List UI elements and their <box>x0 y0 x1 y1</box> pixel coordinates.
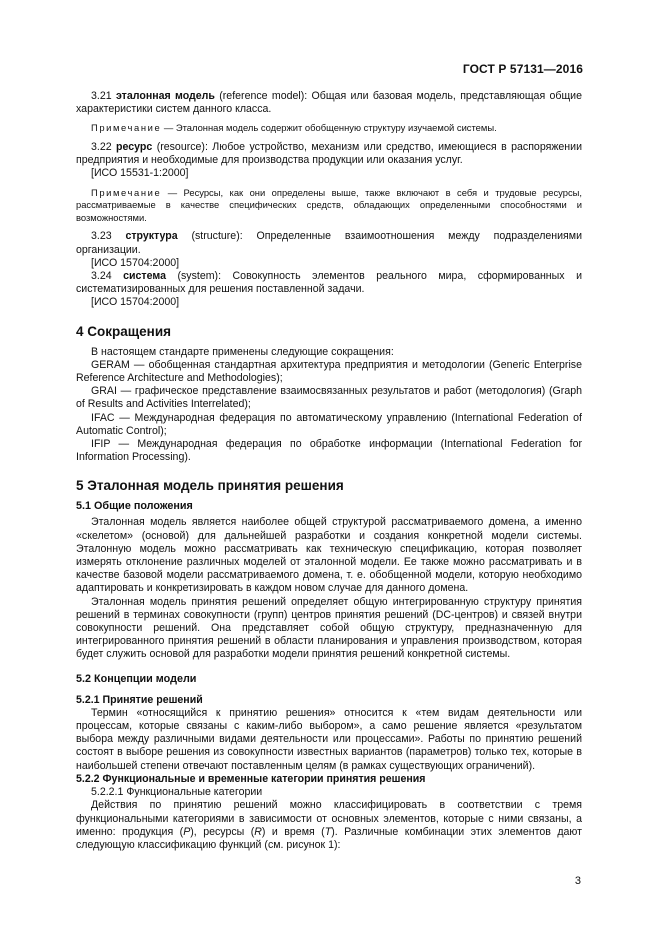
document-body <box>76 90 582 852</box>
term-3-21 <box>76 90 582 116</box>
note-1 <box>76 122 582 135</box>
section-5-2-title: 5.2 Концепции модели <box>76 672 197 685</box>
text-run: ). Различные комбинации этих элементов дают следующую классификацию функций (см. рисунок 1): <box>76 825 582 851</box>
term-definition: (structure): Определенные взаимоотношения между подразделениями организации. <box>76 230 582 256</box>
term-definition: (reference model): Общая или базовая модель, представляющая общие характеристики систем данного класса. <box>76 90 582 116</box>
abbrev-item: GRAI — графическое представление взаимосвязанных результатов и работ (методология) (Graph of Results and Activities Interrelated); <box>76 385 582 411</box>
term-name: ресурс <box>116 141 153 153</box>
note-label: Примечание <box>91 186 162 198</box>
section-5-2-2-title: 5.2.2 Функциональные и временные категории принятия решения <box>76 772 426 785</box>
term-reference: [ИСО 15531-1:2000] <box>91 167 189 180</box>
text-run: ), ресурсы ( <box>190 825 255 838</box>
page-number: 3 <box>574 875 581 887</box>
section-5-2-1-title: 5.2.1 Принятие решений <box>76 693 203 706</box>
note-label: Примечание <box>91 122 162 134</box>
abbrev-item: IFIP — Международная федерация по обработке информации (International Federation for Information Processing). <box>76 438 582 464</box>
paragraph: Термин «относящийся к принятию решения» относится к «тем видам деятельности или процессам, которые связаны с каким-либо выбором», а само решение является «результатом выбора между различными видами деятельности или процессами». Работы по принятию решений состоят в выборе решения из совокупности известных вариантов (параметров) только тех, которые в наибольшей степени отвечают поставленным целям (в рамках существующих ограничений). <box>76 706 582 772</box>
abbrev-item: IFAC — Международная федерация по автоматическому управлению (International Federation of Automatic Control); <box>76 411 582 437</box>
text-run: Действия по принятию решений можно классифицировать в соответствии с тремя функциональными категориями в зависимости от основных элементов, которые с ними связаны, а именно: продукция ( <box>76 799 582 838</box>
section-4-title: 4 Сокращения <box>76 323 171 339</box>
term-definition: (system): Совокупность элементов реального мира, сформированных и систематизированных для решения поставленной задачи. <box>76 270 582 296</box>
var-t: T <box>324 825 332 838</box>
term-number: 3.22 <box>91 141 112 153</box>
abbrev-item: GERAM — обобщенная стандартная архитектура предприятия и методологии (Generic Enterprise Reference Architecture and Methodologies); <box>76 358 582 385</box>
subsection-title: 5.2.2.1 Функциональные категории <box>91 786 263 799</box>
term-3-23 <box>76 230 582 256</box>
term-number: 3.23 <box>91 230 112 243</box>
term-number: 3.24 <box>91 270 112 282</box>
term-3-24 <box>76 270 582 296</box>
paragraph <box>76 799 582 852</box>
note-2 <box>76 187 582 225</box>
term-3-22 <box>76 141 582 167</box>
abbrev-intro: В настоящем стандарте применены следующие сокращения: <box>91 345 394 358</box>
section-5-title: 5 Эталонная модель принятия решения <box>76 478 344 494</box>
note-text: — Ресурсы, как они определены выше, также включают в себя и трудовые ресурсы, рассматриваемые в качестве специфических средств, обладающих определенными способностями и возможностями. <box>76 186 582 223</box>
term-number: 3.21 <box>91 90 112 102</box>
term-reference: [ИСО 15704:2000] <box>91 296 180 309</box>
term-name: эталонная модель <box>115 90 215 102</box>
var-p: P <box>183 825 191 838</box>
doc-header: ГОСТ Р 57131—2016 <box>462 62 583 76</box>
paragraph: Эталонная модель является наиболее общей структурой рассматриваемого домена, а именно «скелетом» (основой) для дальнейшей разработки и создания конкретной модели системы. Эталонную модель можно рассматривать как техническую спецификацию, которая позволяет измерять отклонение различных моделей от эталонной модели. Ее также можно рассматривать и в качестве базовой модели рассматриваемого домена, т. е. обобщенной модели, которую необходимо адаптировать и конкретизировать в каждом новом случае для данного домена. <box>76 516 582 595</box>
term-reference: [ИСО 15704:2000] <box>91 256 180 269</box>
term-name: структура <box>125 230 178 243</box>
var-r: R <box>254 825 262 838</box>
note-text: — Эталонная модель содержит обобщенную структуру изучаемой системы. <box>161 122 497 134</box>
text-run: ) и время ( <box>261 825 325 838</box>
section-5-1-title: 5.1 Общие положения <box>76 500 193 513</box>
term-definition: (resource): Любое устройство, механизм или средство, имеющиеся в распоряжении предприятия и необходимые для производства продукции или оказания услуг. <box>76 141 582 167</box>
term-name: система <box>123 270 166 282</box>
paragraph: Эталонная модель принятия решений определяет общую интегрированную структуру принятия решений в терминах совокупности (групп) центров принятия решений (DC-центров) и связей внутри совокупности решений. Она представляет собой общую структуру, предназначенную для интегрированного принятия решений в области планирования и управления производством, которая будет служить основой для разработки модели принятия решений конкретной системы. <box>76 595 582 661</box>
